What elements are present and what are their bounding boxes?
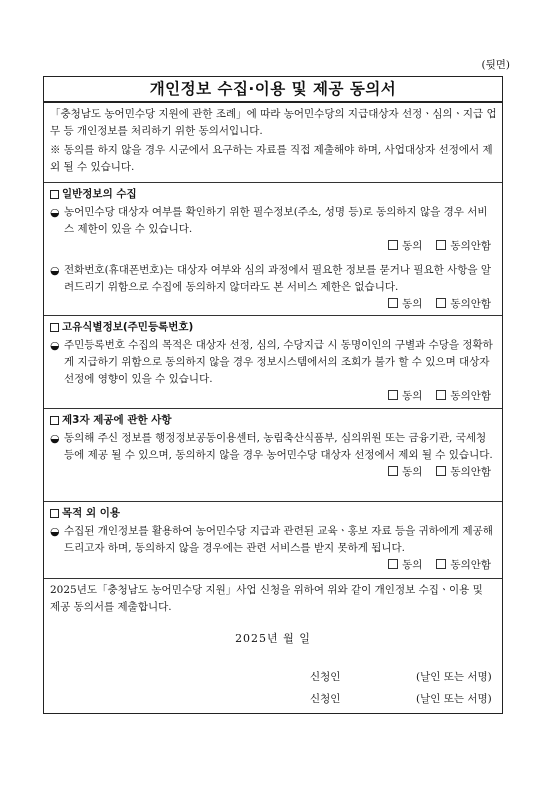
consent-choice	[50, 557, 497, 573]
unique-id-heading: 고유식별정보(주민등록번호)	[62, 321, 194, 333]
page-side-label: (뒷면)	[481, 59, 510, 71]
signer-label-2: 신청인	[310, 693, 341, 705]
signature-field-1[interactable]: (날인 또는 서명)	[416, 671, 492, 683]
intro-notice: ※ 동의를 하지 않을 경우 시군에서 요구하는 자료를 직접 제출해야 하며, 사업대상자 선정에서 제외 될 수 있습니다.	[50, 144, 493, 173]
closing-statement: 2025년도「충청남도 농어민수당 지원」사업 신청을 위하여 위와 같이 개인정보 수집ㆍ이용 및 제공 동의서를 제출합니다.	[50, 584, 483, 613]
bullet-icon: ◒	[50, 339, 60, 352]
bullet-icon: ◒	[50, 264, 60, 277]
purpose-section	[44, 502, 502, 579]
general-info-section	[44, 183, 502, 316]
form-title: 개인정보 수집·이용 및 제공 동의서	[44, 77, 502, 103]
consent-form	[43, 76, 503, 714]
general-info-heading: 일반정보의 수집	[62, 188, 137, 200]
signer-label-1: 신청인	[310, 671, 341, 683]
agree-option[interactable]: 동의	[388, 466, 422, 478]
agree-option[interactable]: 동의	[388, 559, 422, 571]
agree-option[interactable]: 동의	[388, 240, 422, 252]
section-checkbox	[50, 416, 59, 425]
signature-field-2[interactable]: (날인 또는 서명)	[416, 693, 492, 705]
disagree-option[interactable]: 동의안함	[436, 240, 491, 252]
consent-choice	[50, 238, 497, 254]
consent-choice	[50, 296, 497, 312]
general-info-item-2: 전화번호(휴대폰번호)는 대상자 여부와 심의 과정에서 필요한 정보를 묻거나 필요한 사항을 알려드리기 위함으로 수집에 동의하지 않더라도 본 서비스 제한은 없습니다.	[64, 264, 492, 293]
third-party-item-1: 동의해 주신 정보를 행정정보공동이용센터, 농림축산식품부, 심의위원 또는 금융기관, 국세청 등에 제공 될 수 있으며, 동의하지 않을 경우 농어민수당 대상자 선정에서 제외 될 수 있습니다.	[64, 432, 493, 461]
intro-section	[44, 103, 502, 183]
section-checkbox	[50, 509, 59, 518]
bullet-icon: ◒	[50, 432, 60, 445]
disagree-option[interactable]: 동의안함	[436, 559, 491, 571]
section-checkbox	[50, 323, 59, 332]
section-checkbox	[50, 190, 59, 199]
bullet-icon: ◒	[50, 206, 60, 219]
submission-date: 2025년 월 일	[235, 632, 311, 645]
unique-id-section	[44, 316, 502, 409]
disagree-option[interactable]: 동의안함	[436, 298, 491, 310]
third-party-section	[44, 409, 502, 502]
intro-text: 「충청남도 농어민수당 지원에 관한 조례」에 따라 농어민수당의 지급대상자 선정ㆍ심의ㆍ지급 업무 등 개인정보를 처리하기 위한 동의서입니다.	[50, 108, 497, 137]
unique-id-item-1: 주민등록번호 수집의 목적은 대상자 선정, 심의, 수당지급 시 동명이인의 구별과 수당을 정확하게 지급하기 위함으로 동의하지 않을 경우 정보시스템에서의 조회가 불가 할 수 있으며 대상자 선정에 영향이 있을 수 있습니다.	[64, 339, 493, 385]
bullet-icon: ◒	[50, 525, 60, 538]
agree-option[interactable]: 동의	[388, 390, 422, 402]
disagree-option[interactable]: 동의안함	[436, 390, 491, 402]
purpose-item-1: 수집된 개인정보를 활용하여 농어민수당 지급과 관련된 교육ㆍ홍보 자료 등을 귀하에게 제공해 드리고자 하며, 동의하지 않을 경우에는 관련 서비스를 받지 못하게 됩니다.	[64, 525, 493, 554]
agree-option[interactable]: 동의	[388, 298, 422, 310]
consent-choice	[50, 464, 497, 480]
purpose-heading: 목적 외 이용	[62, 507, 121, 519]
closing-section	[44, 579, 502, 649]
consent-choice	[50, 388, 497, 404]
general-info-item-1: 농어민수당 대상자 여부를 확인하기 위한 필수정보(주소, 성명 등)로 동의하지 않을 경우 서비스 제한이 있을 수 있습니다.	[64, 206, 488, 235]
disagree-option[interactable]: 동의안함	[436, 466, 491, 478]
third-party-heading: 제3자 제공에 관한 사항	[62, 414, 172, 426]
